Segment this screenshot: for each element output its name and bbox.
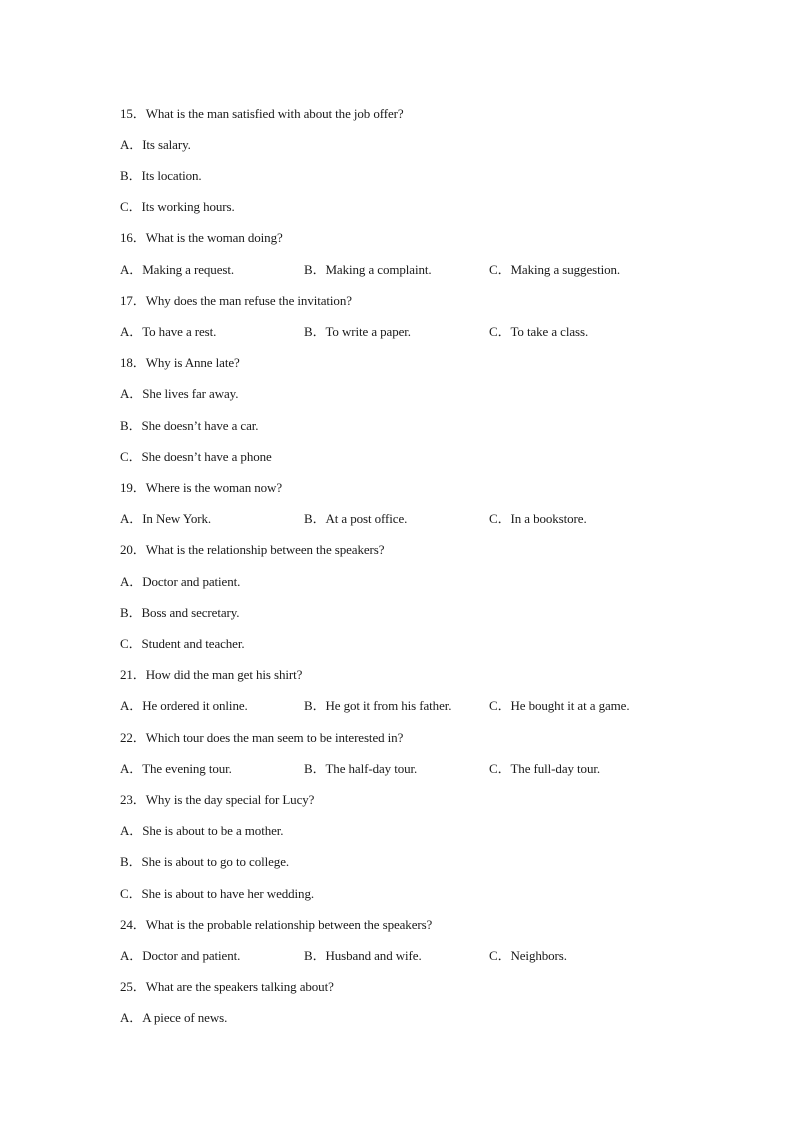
question-22-option-c: C．The full-day tour. <box>489 761 601 776</box>
question-22-option-a: A．The evening tour. <box>120 761 232 776</box>
question-19-option-a: A．In New York. <box>120 511 212 526</box>
question-19-option-b: B．At a post office. <box>304 511 408 526</box>
question-19-option-c: C．In a bookstore. <box>489 511 587 526</box>
question-17-option-b: B．To write a paper. <box>304 324 411 339</box>
question-17-option-a: A．To have a rest. <box>120 324 217 339</box>
question-16-option-b: B．Making a complaint. <box>304 262 432 277</box>
question-24-option-c: C．Neighbors. <box>489 948 567 963</box>
question-17-option-c: C．To take a class. <box>489 324 589 339</box>
question-21-option-c: C．He bought it at a game. <box>489 698 630 713</box>
question-22-option-b: B．The half-day tour. <box>304 761 418 776</box>
question-24-option-b: B．Husband and wife. <box>304 948 422 963</box>
document-page: 15．What is the man satisfied with about the job offer? A．Its salary. B．Its location. C．Its working hours. 16．What is the woman doing? A．Making a request. B．Making a complaint. C．Making a suggestion. 17．Why does the man refuse the invitation? A．To have a rest. B．To write a paper. C．To take a class. 18．Why is Anne late? A．She lives far away. B．She doesn’t have a car. C．She doesn’t have a phone 19．Where is the woman now? A．In New York. B．At a post office. C．In a bookstore. 20．What is the relationship between the speakers? A．Doctor and patient. B．Boss and secretary. C．Student and teacher. 21．How did the man get his shirt? A．He ordered it online. B．He got it from his father. C．He bought it at a game. 22．Which tour does the man seem to be interested in? A．The evening tour. B．The half-day tour. C．The full-day tour. 23．Why is the day special for Lucy? A．She is about to be a mother. B．She is about to go to college. C．She is about to have her wedding. 24．What is the probable relationship between the speakers? A．Doctor and patient. B．Husband and wife. C．Neighbors. 25．What are the speakers talking about? A．A piece of news. <box>0 0 794 1123</box>
question-21-option-a: A．He ordered it online. <box>120 698 248 713</box>
question-24-option-a: A．Doctor and patient. <box>120 948 241 963</box>
question-21-option-b: B．He got it from his father. <box>304 698 452 713</box>
question-16-option-a: A．Making a request. <box>120 262 234 277</box>
question-16-option-c: C．Making a suggestion. <box>489 262 621 277</box>
